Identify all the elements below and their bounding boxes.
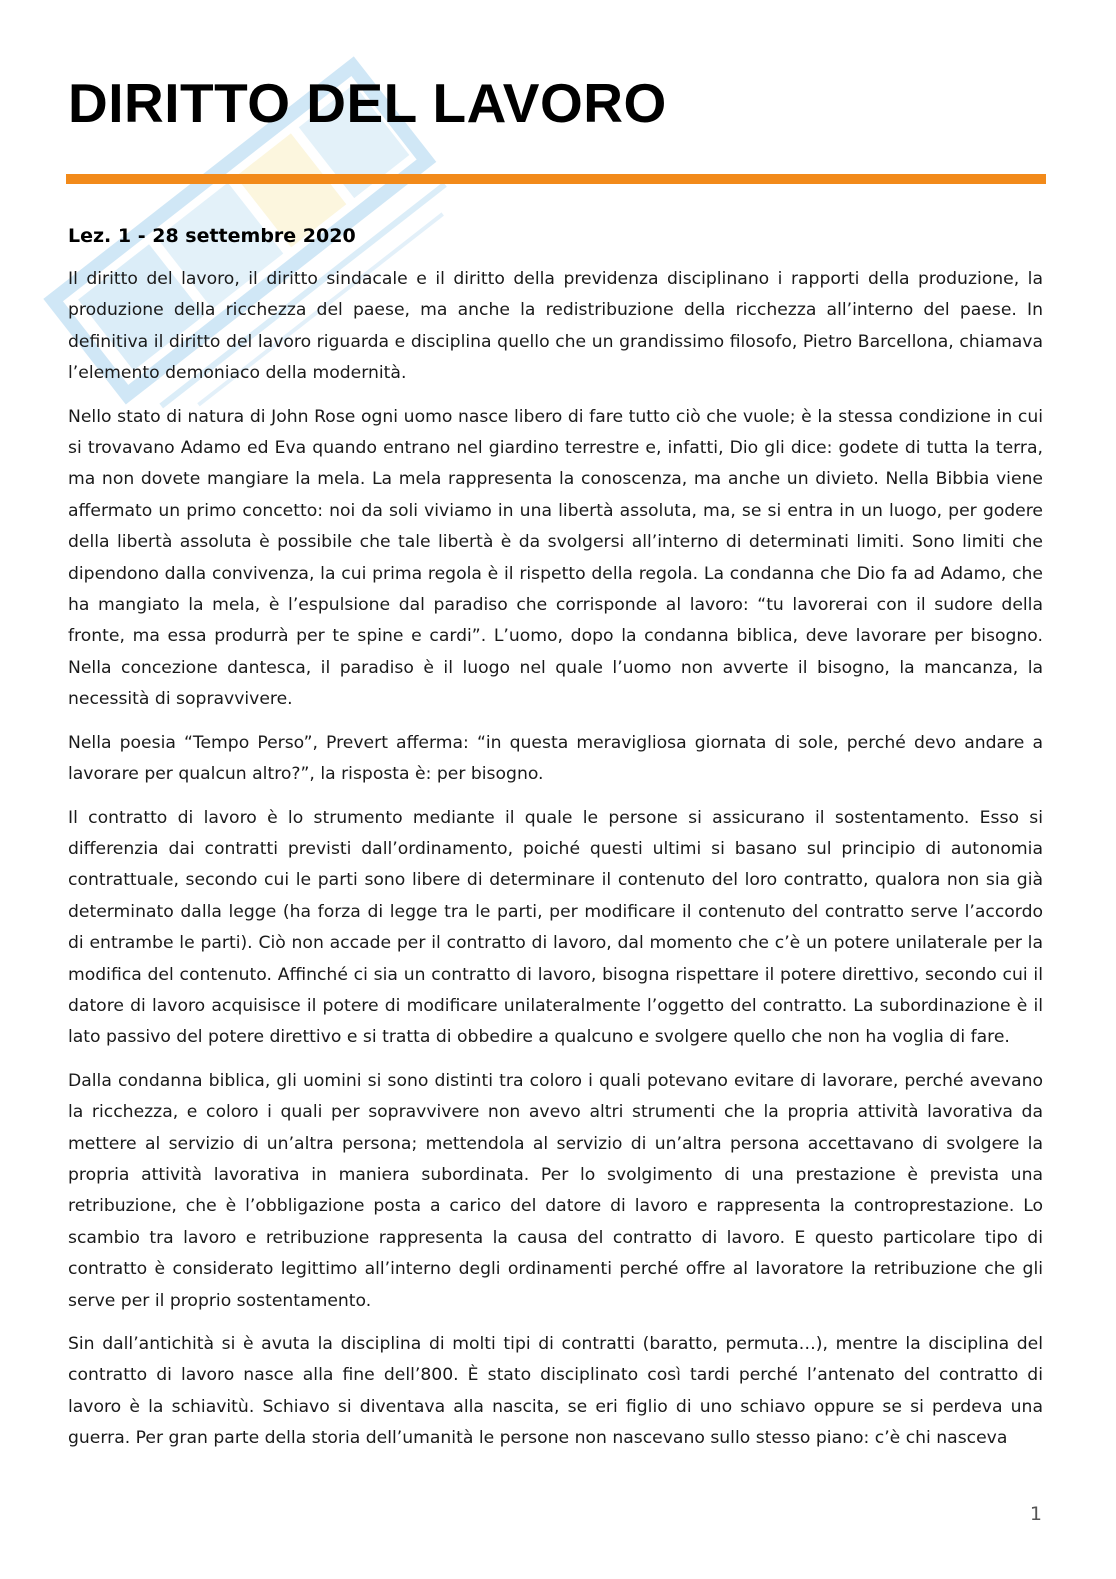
- paragraph: Il diritto del lavoro, il diritto sindacale e il diritto della previdenza disciplinano i rapporti della produzione, la produzione della ricchezza del paese, ma anche la redistribuzione della ricchezza all’interno del paese. In definitiva il diritto del lavoro riguarda e disciplina quello che un grandissimo filosofo, Pietro Barcellona, chiamava l’elemento demoniaco della modernità.: [68, 269, 1043, 384]
- paragraph: Sin dall’antichità si è avuta la disciplina di molti tipi di contratti (baratto, permuta…), mentre la disciplina del contratto di lavoro nasce alla fine dell’800. È stato disciplinato così tardi perché l’antenato del contratto di lavoro è la schiavitù. Schiavo si diventava alla nascita, se eri figlio di uno schiavo oppure se si perdeva una guerra. Per gran parte della storia dell’umanità le persone non nascevano sullo stesso piano: c’è chi nasceva: [68, 1334, 1043, 1449]
- document-title: DIRITTO DEL LAVORO: [68, 72, 667, 134]
- title-divider: [66, 174, 1046, 184]
- paragraph: Il contratto di lavoro è lo strumento mediante il quale le persone si assicurano il sostentamento. Esso si differenzia dai contratti previsti dall’ordinamento, poiché questi ultimi si basano sul principio di autonomia contrattuale, secondo cui le parti sono libere di determinare il contenuto del loro contratto, qualora non sia già determinato dalla legge (ha forza di legge tra le parti, per modificare il contenuto del contratto serve l’accordo di entrambe le parti). Ciò non accade per il contratto di lavoro, dal momento che c’è un potere unilaterale per la modifica del contenuto. Affinché ci sia un contratto di lavoro, bisogna rispettare il potere direttivo, secondo cui il datore di lavoro acquisisce il potere di modificare unilateralmente l’oggetto del contratto. La subordinazione è il lato passivo del potere direttivo e si tratta di obbedire a qualcuno e svolgere quello che non ha voglia di fare.: [68, 807, 1043, 1048]
- page-number: 1: [1029, 1503, 1042, 1525]
- lesson-heading: Lez. 1 - 28 settembre 2020: [68, 225, 356, 247]
- paragraph: Nello stato di natura di John Rose ogni uomo nasce libero di fare tutto ciò che vuole; è la stessa condizione in cui si trovavano Adamo ed Eva quando entrano nel giardino terrestre e, infatti, Dio gli dice: godete di tutta la terra, ma non dovete mangiare la mela. La mela rappresenta la conoscenza, ma anche un divieto. Nella Bibbia viene affermato un primo concetto: noi da soli viviamo in una libertà assoluta, ma, se si entra in un luogo, per godere della libertà assoluta è possibile che tale libertà è da svolgersi all’interno di determinati limiti. Sono limiti che dipendono dalla convivenza, la cui prima regola è il rispetto della regola. La condanna che Dio fa ad Adamo, che ha mangiato la mela, è l’espulsione dal paradiso che corrisponde al lavoro: “tu lavorerai con il sudore della fronte, ma essa produrrà per te spine e cardi”. L’uomo, dopo la condanna biblica, deve lavorare per bisogno. Nella concezione dantesca, il paradiso è il luogo nel quale l’uomo non avverte il bisogno, la mancanza, la necessità di sopravvivere.: [68, 406, 1043, 710]
- paragraph: Nella poesia “Tempo Perso”, Prevert afferma: “in questa meravigliosa giornata di sole, perché devo andare a lavorare per qualcun altro?”, la risposta è: per bisogno.: [68, 732, 1043, 785]
- paragraph: Dalla condanna biblica, gli uomini si sono distinti tra coloro i quali potevano evitare di lavorare, perché avevano la ricchezza, e coloro i quali per sopravvivere non avevo altri strumenti che la propria attività lavorativa da mettere al servizio di un’altra persona; mettendola al servizio di un’altra persona accettavano di svolgere la propria attività lavorativa in maniera subordinata. Per lo svolgimento di una prestazione è prevista una retribuzione, che è l’obbligazione posta a carico del datore di lavoro e rappresenta la controprestazione. Lo scambio tra lavoro e retribuzione rappresenta la causa del contratto di lavoro. E questo particolare tipo di contratto è considerato legittimo all’interno degli ordinamenti perché offre al lavoratore la retribuzione che gli serve per il proprio sostentamento.: [68, 1070, 1043, 1311]
- document-body: [68, 222, 1043, 1467]
